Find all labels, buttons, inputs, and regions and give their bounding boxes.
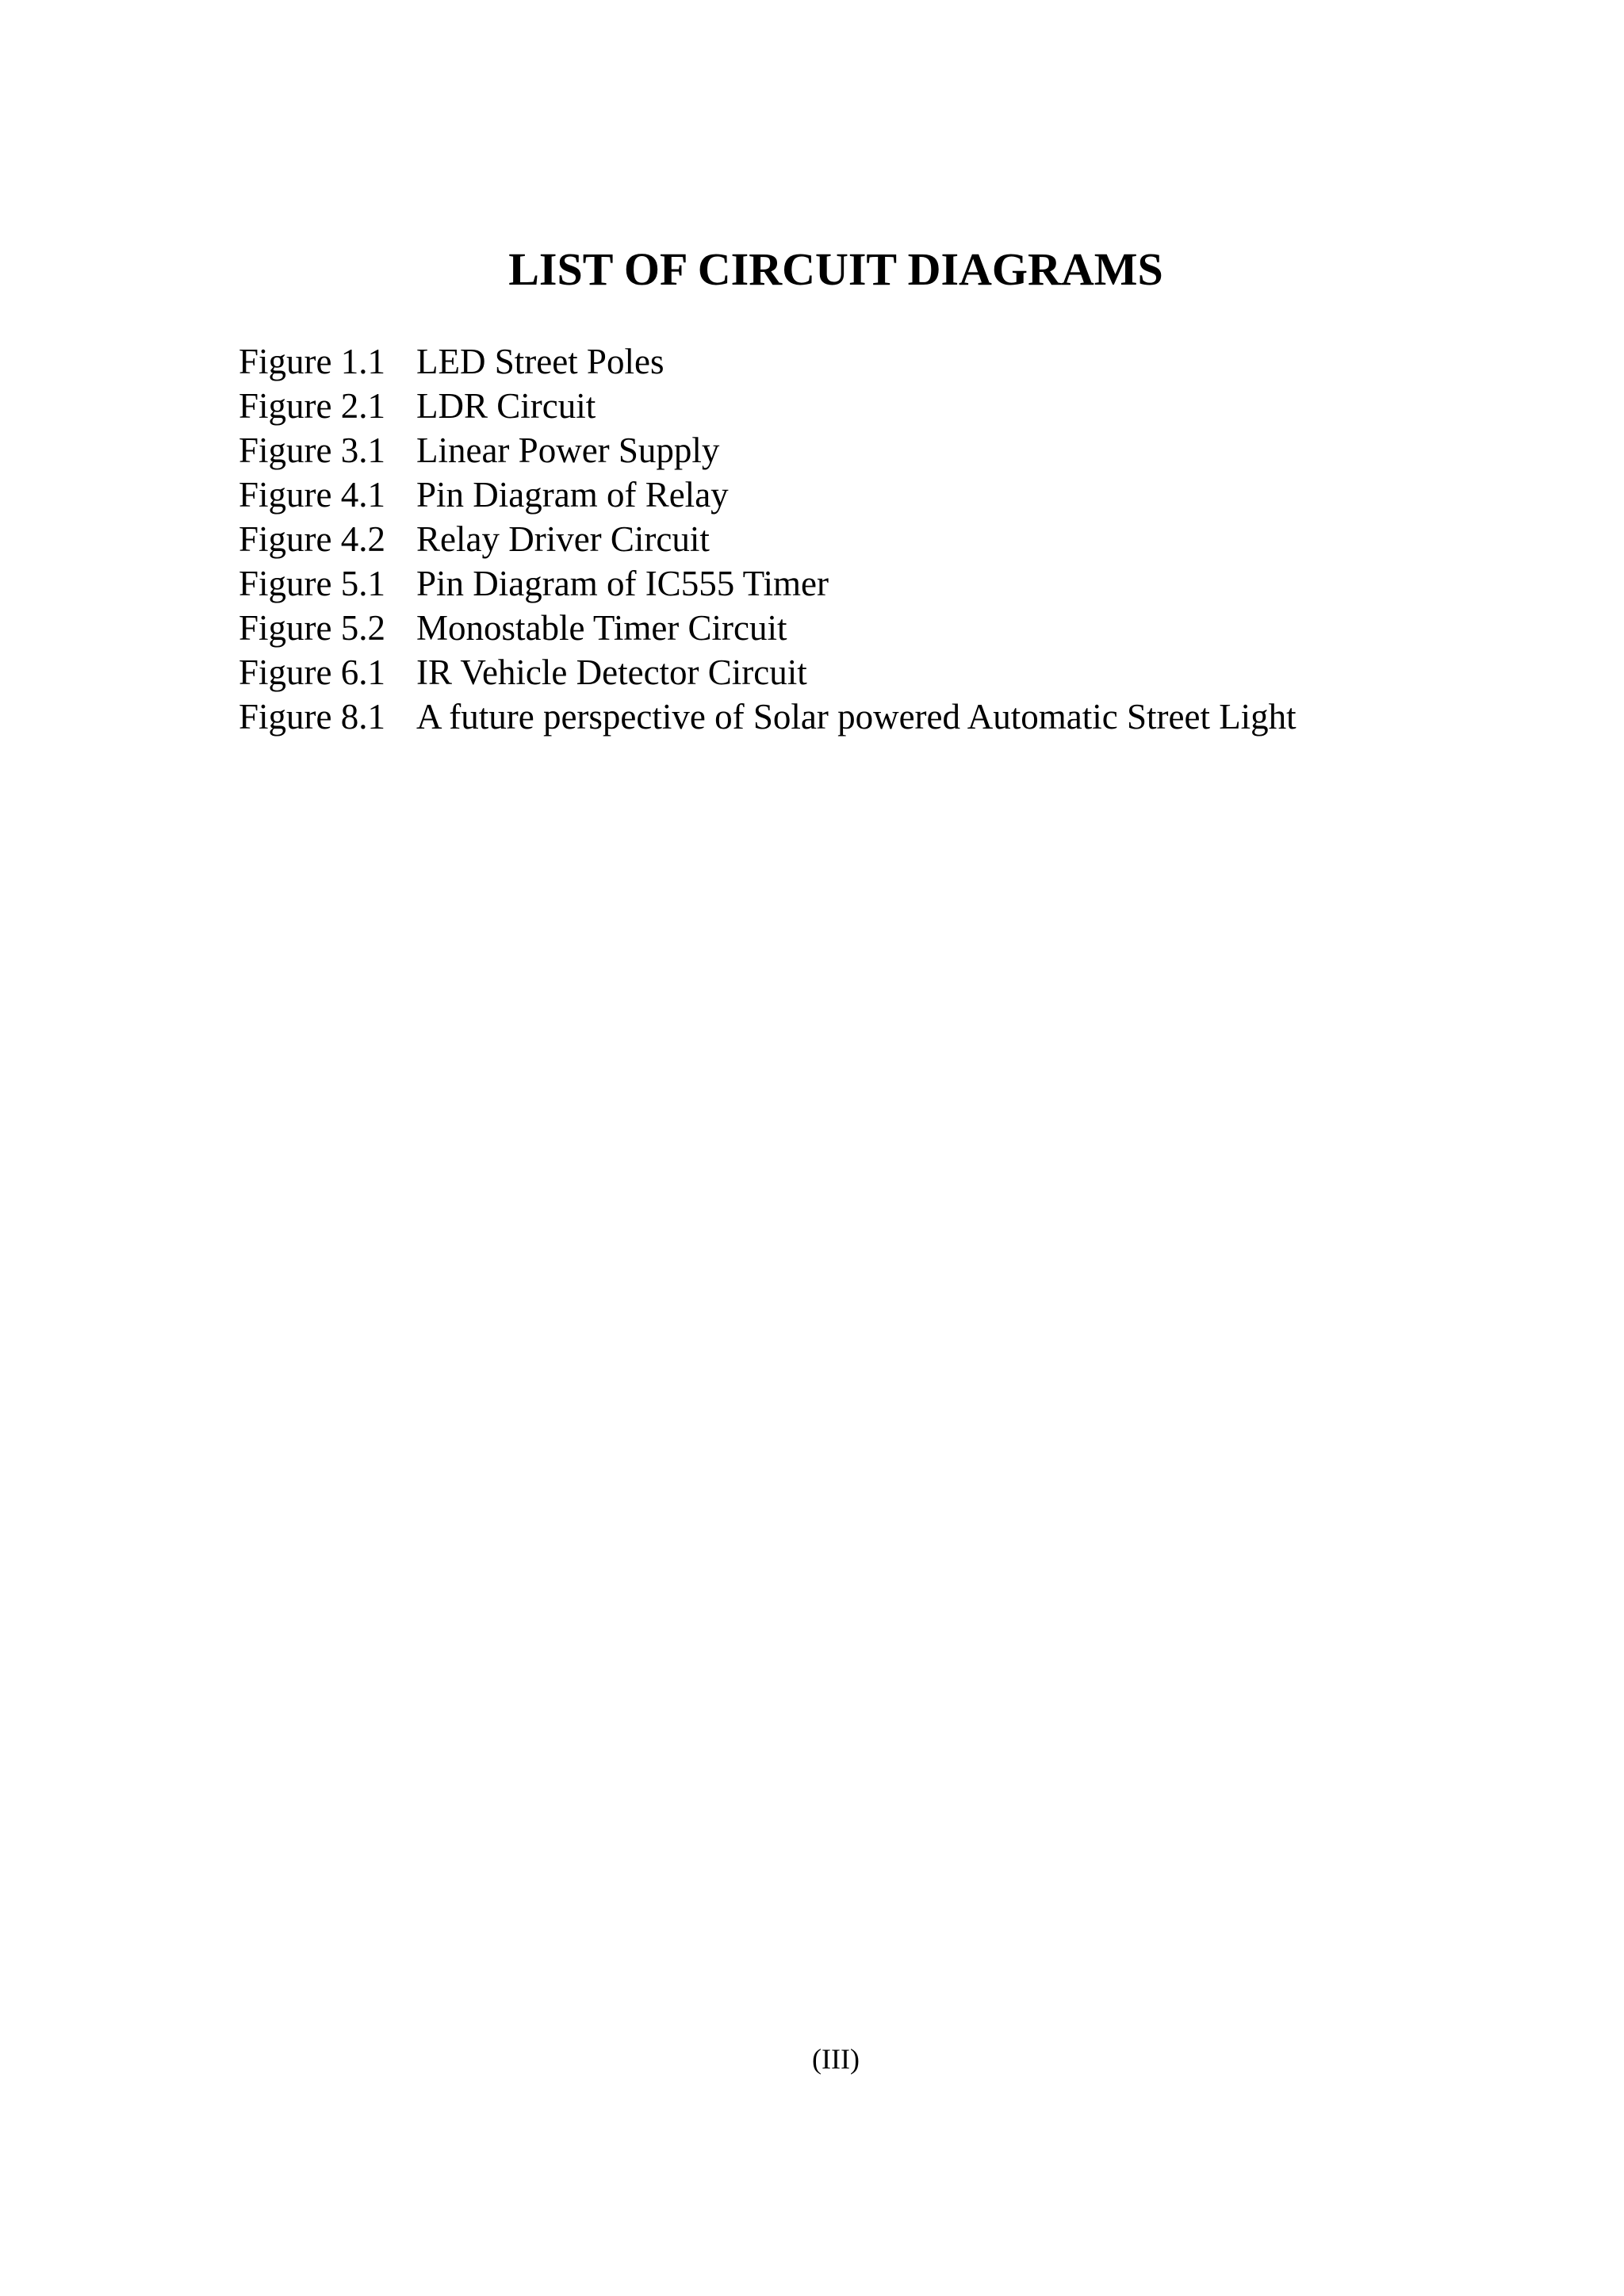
figure-entry [239,339,1587,384]
figure-caption: A future perspective of Solar powered Automatic Street Light [416,697,1297,737]
figure-caption: Pin Diagram of Relay [416,475,729,515]
figure-number: Figure 1.1 [239,342,385,381]
figure-caption: Linear Power Supply [416,430,720,470]
figure-number: Figure 6.1 [239,652,385,692]
page-title: LIST OF CIRCUIT DIAGRAMS [508,243,1163,295]
figure-list [239,339,1587,739]
figure-number: Figure 3.1 [239,430,385,470]
figure-caption: LDR Circuit [416,386,596,426]
figure-entry [239,606,1587,650]
figure-entry [239,517,1587,561]
figure-number: Figure 4.2 [239,519,385,559]
figure-number: Figure 2.1 [239,386,385,426]
figure-entry [239,428,1587,473]
figure-caption: Pin Diagram of IC555 Timer [416,564,829,603]
figure-entry [239,561,1587,606]
figure-caption: LED Street Poles [416,342,665,381]
page-number: (III) [812,2043,860,2075]
figure-number: Figure 5.1 [239,564,385,603]
figure-caption: Monostable Timer Circuit [416,608,787,648]
figure-entry [239,473,1587,517]
figure-entry [239,384,1587,428]
figure-caption: IR Vehicle Detector Circuit [416,652,807,692]
figure-entry [239,695,1587,739]
figure-number: Figure 4.1 [239,475,385,515]
figure-entry [239,650,1587,695]
figure-number: Figure 8.1 [239,697,385,737]
figure-caption: Relay Driver Circuit [416,519,710,559]
figure-number: Figure 5.2 [239,608,385,648]
